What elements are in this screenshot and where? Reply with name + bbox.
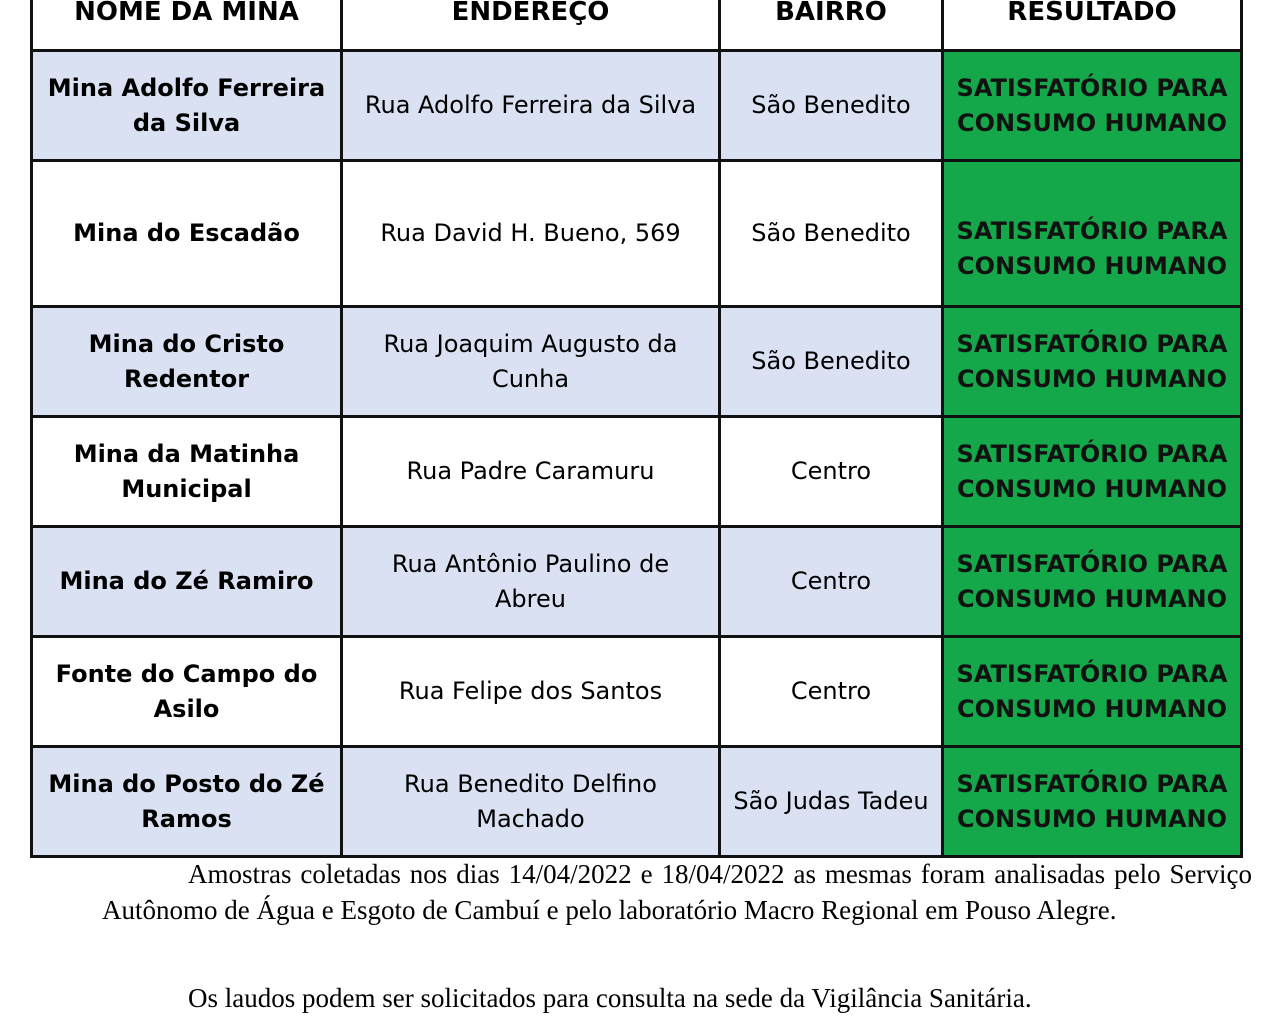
table-header-row	[32, 0, 1242, 51]
result-cell: SATISFATÓRIO PARA CONSUMO HUMANO	[943, 51, 1242, 161]
result-cell: SATISFATÓRIO PARA CONSUMO HUMANO	[943, 527, 1242, 637]
water-analysis-table	[30, 0, 1243, 858]
header-nome-da-mina: NOME DA MINA	[32, 0, 342, 51]
bairro-cell: São Benedito	[720, 51, 943, 161]
mine-name-cell: Mina Adolfo Ferreira da Silva	[32, 51, 342, 161]
sampling-paragraph	[102, 856, 1252, 928]
result-cell: SATISFATÓRIO PARA CONSUMO HUMANO	[943, 637, 1242, 747]
table-row	[32, 51, 1242, 161]
mine-name-cell: Mina do Escadão	[32, 161, 342, 307]
bairro-cell: Centro	[720, 637, 943, 747]
table-row	[32, 637, 1242, 747]
sampling-text: Amostras coletadas nos dias 14/04/2022 e 18/04/2022 as mesmas foram analisadas pelo Serviço Autônomo de Água e Esgoto de Cambuí e pelo laboratório Macro Regional em Pouso Alegre.	[102, 859, 1252, 925]
table-row	[32, 161, 1242, 307]
header-endereco: ENDEREÇO	[342, 0, 720, 51]
mine-name-cell: Mina da Matinha Municipal	[32, 417, 342, 527]
address-cell: Rua David H. Bueno, 569	[342, 161, 720, 307]
header-resultado: RESULTADO	[943, 0, 1242, 51]
mine-name-cell: Fonte do Campo do Asilo	[32, 637, 342, 747]
address-cell: Rua Adolfo Ferreira da Silva	[342, 51, 720, 161]
table-row	[32, 527, 1242, 637]
address-cell: Rua Benedito Delfino Machado	[342, 747, 720, 857]
mine-name-cell: Mina do Cristo Redentor	[32, 307, 342, 417]
table-row	[32, 417, 1242, 527]
result-cell: SATISFATÓRIO PARA CONSUMO HUMANO	[943, 747, 1242, 857]
result-cell: SATISFATÓRIO PARA CONSUMO HUMANO	[943, 307, 1242, 417]
reports-paragraph	[102, 980, 1252, 1016]
address-cell: Rua Padre Caramuru	[342, 417, 720, 527]
result-cell: SATISFATÓRIO PARA CONSUMO HUMANO	[943, 417, 1242, 527]
mine-name-cell: Mina do Zé Ramiro	[32, 527, 342, 637]
address-cell: Rua Felipe dos Santos	[342, 637, 720, 747]
bairro-cell: São Benedito	[720, 307, 943, 417]
bairro-cell: São Judas Tadeu	[720, 747, 943, 857]
table-row	[32, 747, 1242, 857]
mine-name-cell: Mina do Posto do Zé Ramos	[32, 747, 342, 857]
address-cell: Rua Joaquim Augusto da Cunha	[342, 307, 720, 417]
reports-text: Os laudos podem ser solicitados para consulta na sede da Vigilância Sanitária.	[188, 983, 1032, 1013]
bairro-cell: Centro	[720, 417, 943, 527]
header-bairro: BAIRRO	[720, 0, 943, 51]
bairro-cell: São Benedito	[720, 161, 943, 307]
result-cell: SATISFATÓRIO PARA CONSUMO HUMANO	[943, 161, 1242, 307]
bairro-cell: Centro	[720, 527, 943, 637]
table-row	[32, 307, 1242, 417]
address-cell: Rua Antônio Paulino de Abreu	[342, 527, 720, 637]
